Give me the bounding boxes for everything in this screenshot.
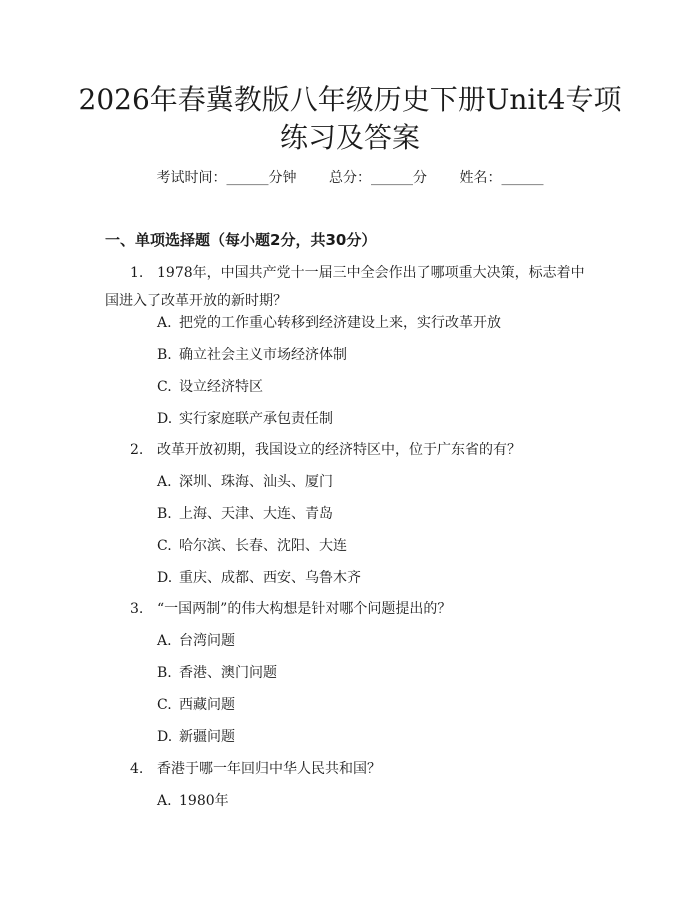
question-2-option-a <box>157 472 333 492</box>
option-letter: A. <box>157 633 172 649</box>
question-3-option-c <box>157 695 235 715</box>
question-1-option-c <box>157 377 263 397</box>
option-letter: D. <box>157 729 173 745</box>
question-3 <box>105 595 595 623</box>
option-letter: C. <box>157 697 172 713</box>
option-letter: C. <box>157 379 172 395</box>
question-2-option-d <box>157 568 361 588</box>
option-text: 台湾问题 <box>179 633 235 649</box>
question-number: 3. <box>130 601 144 617</box>
question-number: 4. <box>130 761 144 777</box>
question-2-option-b <box>157 504 333 524</box>
question-1 <box>105 259 595 315</box>
document-title-line1: 2026年春冀教版八年级历史下册Unit4专项 <box>78 83 622 116</box>
exam-meta-row <box>0 168 700 188</box>
question-1-option-a <box>157 313 501 333</box>
option-text: 重庆、成都、西安、乌鲁木齐 <box>179 570 361 586</box>
option-letter: D. <box>157 411 173 427</box>
question-number: 2. <box>130 442 144 458</box>
option-letter: A. <box>157 793 172 809</box>
question-4 <box>105 755 595 783</box>
question-text: 改革开放初期，我国设立的经济特区中，位于广东省的有？ <box>157 442 521 458</box>
question-text: 香港于哪一年回归中华人民共和国？ <box>157 761 381 777</box>
option-text: 西藏问题 <box>179 697 235 713</box>
option-text: 深圳、珠海、汕头、厦门 <box>179 474 333 490</box>
option-letter: A. <box>157 474 172 490</box>
option-text: 实行家庭联产承包责任制 <box>179 411 333 427</box>
question-1-option-d <box>157 409 333 429</box>
question-2-option-c <box>157 536 347 556</box>
option-letter: B. <box>157 347 172 363</box>
option-text: 1980年 <box>179 793 229 809</box>
option-letter: A. <box>157 315 172 331</box>
exam-time-field: 考试时间：______分钟 <box>156 170 297 186</box>
section-heading-single-choice: 一、单项选择题（每小题2分，共30分） <box>105 231 377 249</box>
question-2 <box>105 436 595 464</box>
option-text: 确立社会主义市场经济体制 <box>179 347 347 363</box>
question-4-option-a <box>157 791 229 811</box>
option-text: 把党的工作重心转移到经济建设上来，实行改革开放 <box>179 315 501 331</box>
question-3-option-a <box>157 631 235 651</box>
option-text: 新疆问题 <box>179 729 235 745</box>
question-1-option-b <box>157 345 347 365</box>
option-text: 上海、天津、大连、青岛 <box>179 506 333 522</box>
option-letter: B. <box>157 506 172 522</box>
option-letter: B. <box>157 665 172 681</box>
question-3-option-b <box>157 663 277 683</box>
document-title-line2: 练习及答案 <box>279 121 420 154</box>
option-text: 设立经济特区 <box>179 379 263 395</box>
question-number: 1. <box>130 265 144 281</box>
option-letter: C. <box>157 538 172 554</box>
option-text: 香港、澳门问题 <box>179 665 277 681</box>
option-letter: D. <box>157 570 173 586</box>
name-field: 姓名：______ <box>459 170 544 186</box>
option-text: 哈尔滨、长春、沈阳、大连 <box>179 538 347 554</box>
question-text: 1978年，中国共产党十一届三中全会作出了哪项重大决策，标志着中国进入了改革开放的新时期？ <box>105 265 585 309</box>
question-text: “一国两制”的伟大构想是针对哪个问题提出的？ <box>157 601 452 617</box>
total-score-field: 总分：______分 <box>329 170 427 186</box>
question-3-option-d <box>157 727 235 747</box>
